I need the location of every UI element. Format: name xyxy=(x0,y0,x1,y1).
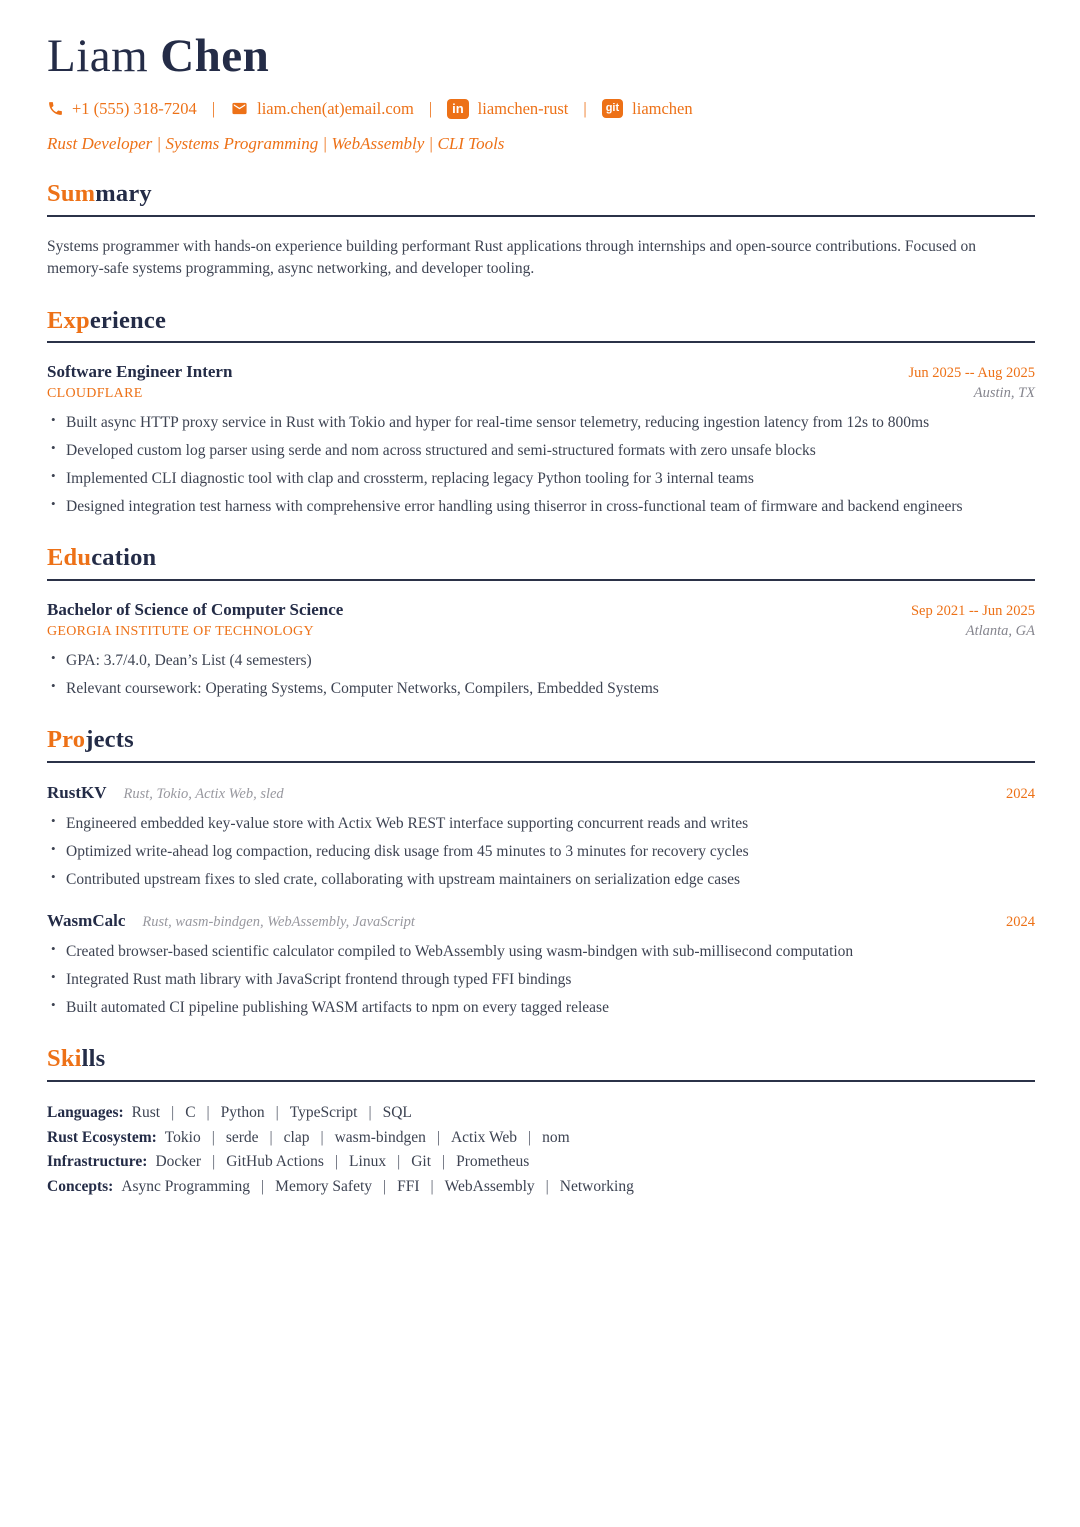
skill-item: serde xyxy=(225,1128,259,1146)
section-title-accent: Sum xyxy=(47,179,96,207)
section-title-accent: Ski xyxy=(47,1045,82,1073)
skill-category-label: Concepts: xyxy=(47,1177,114,1195)
school-name: GEORGIA INSTITUTE OF TECHNOLOGY xyxy=(47,624,314,640)
person-name xyxy=(47,30,1035,83)
education-entry xyxy=(47,600,1035,700)
skill-item: Async Programming xyxy=(121,1177,251,1195)
linkedin-icon: in xyxy=(447,99,469,119)
job-title: Software Engineer Intern xyxy=(47,362,233,382)
project-year: 2024 xyxy=(1006,914,1035,931)
section-title-skills xyxy=(47,1046,1035,1082)
section-title-projects xyxy=(47,727,1035,763)
separator: | xyxy=(269,1128,273,1146)
project-name: WasmCalc xyxy=(47,911,126,931)
section-title-accent: Edu xyxy=(47,544,92,572)
bullet: • Developed custom log parser using serde and nom across structured and semi-structured formats with zero unsafe blocks xyxy=(47,440,1035,462)
separator: | xyxy=(275,1104,279,1122)
git-icon: git xyxy=(602,99,623,118)
section-title-rest: lls xyxy=(81,1045,106,1073)
skill-item: FFI xyxy=(397,1177,420,1195)
skill-item: Python xyxy=(220,1104,265,1122)
section-title-rest: jects xyxy=(85,726,134,754)
bullet: • Built automated CI pipeline publishing WASM artifacts to npm on every tagged release xyxy=(47,997,1035,1019)
last-name: Chen xyxy=(160,30,270,82)
email-link[interactable] xyxy=(230,99,414,119)
bullet: • Created browser-based scientific calculator compiled to WebAssembly using wasm-bindgen with sub-millisecond computation xyxy=(47,941,1035,963)
skill-row-concepts xyxy=(47,1175,1035,1199)
skill-item: WebAssembly xyxy=(444,1177,535,1195)
separator: | xyxy=(261,1177,265,1195)
bullet: • GPA: 3.7/4.0, Dean’s List (4 semesters) xyxy=(47,650,1035,672)
separator: | xyxy=(430,1177,434,1195)
section-title-experience xyxy=(47,308,1035,344)
bullet: • Designed integration test harness with comprehensive error handling using thiserror in cross-functional team of firmware and backend engineers xyxy=(47,496,1035,518)
education-bullet-list xyxy=(47,650,1035,700)
separator: | xyxy=(211,1128,215,1146)
skill-item: C xyxy=(185,1104,196,1122)
project-entry xyxy=(47,911,1035,1019)
phone-number: +1 (555) 318-7204 xyxy=(72,98,197,118)
skill-item: clap xyxy=(283,1128,310,1146)
first-name: Liam xyxy=(47,30,149,82)
project-entry xyxy=(47,783,1035,891)
separator: | xyxy=(206,1104,210,1122)
job-location: Austin, TX xyxy=(973,385,1035,402)
skill-item: Tokio xyxy=(164,1128,201,1146)
summary-text: Systems programmer with hands-on experience building performant Rust applications through internships and open-source contributions. Focused on memory-safe systems programming, async networking, and developer tooling. xyxy=(47,237,976,278)
separator: | xyxy=(436,1128,440,1146)
email-icon xyxy=(230,100,249,117)
separator: | xyxy=(171,1104,175,1122)
skill-row-rust-ecosystem xyxy=(47,1126,1035,1150)
project-stack: Rust, Tokio, Actix Web, sled xyxy=(123,786,284,803)
email-address: liam.chen(at)email.com xyxy=(257,98,414,118)
separator: | xyxy=(211,98,216,118)
separator: | xyxy=(545,1177,549,1195)
skill-category-label: Infrastructure: xyxy=(47,1153,148,1171)
separator: | xyxy=(368,1104,372,1122)
skill-row-infrastructure xyxy=(47,1150,1035,1174)
separator: | xyxy=(428,98,433,118)
skill-item: Memory Safety xyxy=(275,1177,373,1195)
bullet: • Relevant coursework: Operating Systems, Computer Networks, Compilers, Embedded Systems xyxy=(47,678,1035,700)
tagline: Rust Developer | Systems Programming | WebAssembly | CLI Tools xyxy=(47,133,505,153)
separator: | xyxy=(383,1177,387,1195)
skill-category-label: Rust Ecosystem: xyxy=(47,1128,157,1146)
github-handle: liamchen xyxy=(632,98,693,118)
separator: | xyxy=(397,1153,401,1171)
company-name: CLOUDFLARE xyxy=(47,386,143,402)
job-bullet-list xyxy=(47,412,1035,518)
skill-item: nom xyxy=(542,1128,570,1146)
bullet: • Integrated Rust math library with JavaScript frontend through typed FFI bindings xyxy=(47,969,1035,991)
section-title-summary xyxy=(47,181,1035,217)
education-location: Atlanta, GA xyxy=(965,623,1035,640)
project-name: RustKV xyxy=(47,783,107,803)
bullet: • Contributed upstream fixes to sled crate, collaborating with upstream maintainers on serialization edge cases xyxy=(47,869,1035,891)
separator: | xyxy=(212,1153,216,1171)
project-year: 2024 xyxy=(1006,786,1035,803)
skill-item: TypeScript xyxy=(289,1104,358,1122)
section-title-rest: erience xyxy=(89,306,167,334)
skill-item: Linux xyxy=(349,1153,387,1171)
linkedin-handle: liamchen-rust xyxy=(477,98,569,118)
separator: | xyxy=(583,98,587,118)
bullet: • Optimized write-ahead log compaction, reducing disk usage from 45 minutes to 3 minutes for recovery cycles xyxy=(47,841,1035,863)
bullet: • Built async HTTP proxy service in Rust with Tokio and hyper for real-time sensor telemetry, reducing ingestion latency from 12s to 800ms xyxy=(47,412,1035,434)
skills-block xyxy=(47,1101,1035,1199)
skill-category-label: Languages: xyxy=(47,1104,124,1122)
skill-item: Actix Web xyxy=(450,1128,518,1146)
separator: | xyxy=(528,1128,532,1146)
experience-entry xyxy=(47,362,1035,518)
bullet: • Engineered embedded key-value store with Actix Web REST interface supporting concurrent reads and writes xyxy=(47,813,1035,835)
project-bullet-list xyxy=(47,813,1035,891)
skill-item: Git xyxy=(411,1153,431,1171)
section-title-rest: mary xyxy=(95,179,152,207)
skill-row-languages xyxy=(47,1101,1035,1125)
skill-item: Networking xyxy=(559,1177,634,1195)
skill-item: GitHub Actions xyxy=(226,1153,324,1171)
section-title-rest: cation xyxy=(91,544,157,572)
linkedin-link[interactable] xyxy=(447,99,568,119)
skill-item: SQL xyxy=(382,1104,412,1122)
phone-icon xyxy=(47,100,64,117)
degree-name: Bachelor of Science of Computer Science xyxy=(47,600,344,620)
separator: | xyxy=(334,1153,339,1171)
github-link[interactable] xyxy=(602,99,693,119)
phone-link[interactable] xyxy=(47,99,197,119)
separator: | xyxy=(320,1128,324,1146)
section-title-accent: Exp xyxy=(47,306,90,334)
project-stack: Rust, wasm-bindgen, WebAssembly, JavaScript xyxy=(142,914,415,931)
skill-item: wasm-bindgen xyxy=(334,1128,426,1146)
contact-row xyxy=(47,99,1035,119)
skill-item: Rust xyxy=(131,1104,161,1122)
job-dates: Jun 2025 -- Aug 2025 xyxy=(908,365,1035,382)
section-title-accent: Pro xyxy=(47,726,86,754)
project-bullet-list xyxy=(47,941,1035,1019)
education-dates: Sep 2021 -- Jun 2025 xyxy=(910,603,1035,620)
bullet: • Implemented CLI diagnostic tool with clap and crossterm, replacing legacy Python tooling for 3 internal teams xyxy=(47,468,1035,490)
skill-item: Docker xyxy=(155,1153,202,1171)
section-title-education xyxy=(47,545,1035,581)
separator: | xyxy=(442,1153,446,1171)
skill-item: Prometheus xyxy=(456,1153,530,1171)
